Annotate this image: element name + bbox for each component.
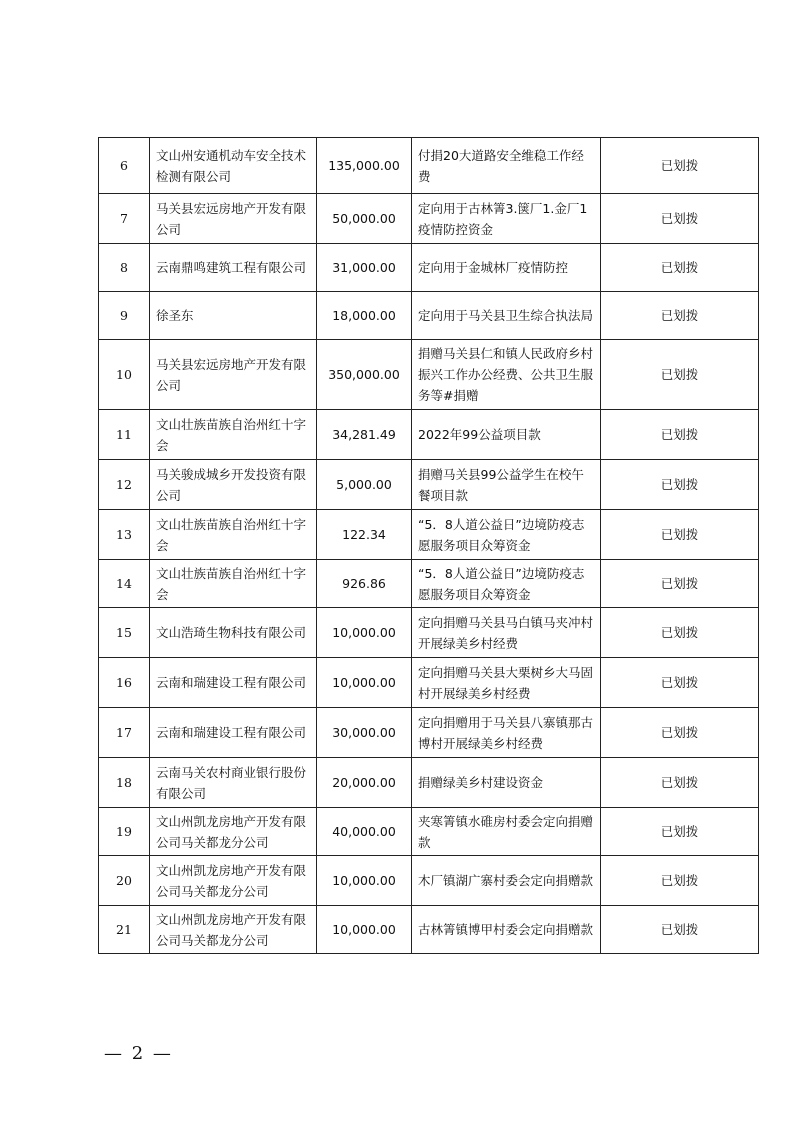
table-row (99, 658, 759, 708)
donor-name: 云南和瑞建设工程有限公司 (150, 708, 317, 758)
row-number: 14 (99, 560, 150, 608)
donation-amount: 350,000.00 (317, 340, 412, 410)
donation-table-body (99, 138, 759, 954)
donation-purpose: 定向捐赠用于马关县八寨镇那古博村开展绿美乡村经费 (412, 708, 601, 758)
row-number: 9 (99, 292, 150, 340)
row-number: 16 (99, 658, 150, 708)
donation-purpose: 定向用于马关县卫生综合执法局 (412, 292, 601, 340)
table-row (99, 460, 759, 510)
table-row (99, 608, 759, 658)
row-number: 15 (99, 608, 150, 658)
table-row (99, 244, 759, 292)
donor-name: 文山浩琦生物科技有限公司 (150, 608, 317, 658)
donation-table (98, 137, 759, 954)
allocation-status: 已划拨 (601, 410, 759, 460)
row-number: 20 (99, 856, 150, 906)
donation-purpose: 付捐20大道路安全维稳工作经费 (412, 138, 601, 194)
row-number: 7 (99, 194, 150, 244)
table-row (99, 808, 759, 856)
row-number: 8 (99, 244, 150, 292)
page-number: — 2 — (104, 1043, 173, 1064)
table-row (99, 292, 759, 340)
donation-amount: 926.86 (317, 560, 412, 608)
donor-name: 文山壮族苗族自治州红十字会 (150, 560, 317, 608)
row-number: 12 (99, 460, 150, 510)
donor-name: 文山州凯龙房地产开发有限公司马关都龙分公司 (150, 906, 317, 954)
donor-name: 文山壮族苗族自治州红十字会 (150, 510, 317, 560)
allocation-status: 已划拨 (601, 510, 759, 560)
donation-amount: 10,000.00 (317, 856, 412, 906)
table-row (99, 340, 759, 410)
donation-amount: 10,000.00 (317, 906, 412, 954)
donation-purpose: 定向用于古林箐3.箧厂1.金厂1疫情防控资金 (412, 194, 601, 244)
allocation-status: 已划拨 (601, 460, 759, 510)
table-row (99, 194, 759, 244)
allocation-status: 已划拨 (601, 658, 759, 708)
allocation-status: 已划拨 (601, 194, 759, 244)
donation-amount: 20,000.00 (317, 758, 412, 808)
table-row (99, 758, 759, 808)
donation-purpose: 2022年99公益项目款 (412, 410, 601, 460)
row-number: 10 (99, 340, 150, 410)
allocation-status: 已划拨 (601, 608, 759, 658)
donation-purpose: 木厂镇湖广寨村委会定向捐赠款 (412, 856, 601, 906)
row-number: 6 (99, 138, 150, 194)
row-number: 21 (99, 906, 150, 954)
donor-name: 文山州凯龙房地产开发有限公司马关都龙分公司 (150, 856, 317, 906)
donation-amount: 122.34 (317, 510, 412, 560)
table-row (99, 510, 759, 560)
donation-purpose: 捐赠绿美乡村建设资金 (412, 758, 601, 808)
donation-amount: 50,000.00 (317, 194, 412, 244)
donation-amount: 31,000.00 (317, 244, 412, 292)
allocation-status: 已划拨 (601, 758, 759, 808)
donor-name: 文山州凯龙房地产开发有限公司马关都龙分公司 (150, 808, 317, 856)
row-number: 18 (99, 758, 150, 808)
donation-amount: 5,000.00 (317, 460, 412, 510)
donor-name: 徐圣东 (150, 292, 317, 340)
allocation-status: 已划拨 (601, 856, 759, 906)
table-row (99, 138, 759, 194)
donation-amount: 10,000.00 (317, 658, 412, 708)
table-row (99, 410, 759, 460)
allocation-status: 已划拨 (601, 560, 759, 608)
row-number: 17 (99, 708, 150, 758)
donation-purpose: “5．8人道公益日”边境防疫志愿服务项目众筹资金 (412, 510, 601, 560)
donor-name: 马关县宏远房地产开发有限公司 (150, 194, 317, 244)
donor-name: 文山壮族苗族自治州红十字会 (150, 410, 317, 460)
donor-name: 马关县宏远房地产开发有限公司 (150, 340, 317, 410)
donation-purpose: 定向捐赠马关县马白镇马夹冲村开展绿美乡村经费 (412, 608, 601, 658)
donation-purpose: 捐赠马关县仁和镇人民政府乡村振兴工作办公经费、公共卫生服务等#捐赠 (412, 340, 601, 410)
row-number: 11 (99, 410, 150, 460)
donation-amount: 40,000.00 (317, 808, 412, 856)
row-number: 19 (99, 808, 150, 856)
allocation-status: 已划拨 (601, 808, 759, 856)
donation-purpose: 定向捐赠马关县大栗树乡大马固村开展绿美乡村经费 (412, 658, 601, 708)
table-row (99, 856, 759, 906)
donation-amount: 10,000.00 (317, 608, 412, 658)
donation-purpose: 捐赠马关县99公益学生在校午餐项目款 (412, 460, 601, 510)
donor-name: 马关骏成城乡开发投资有限公司 (150, 460, 317, 510)
donor-name: 文山州安通机动车安全技术检测有限公司 (150, 138, 317, 194)
donation-purpose: “5．8人道公益日”边境防疫志愿服务项目众筹资金 (412, 560, 601, 608)
donation-amount: 18,000.00 (317, 292, 412, 340)
donation-purpose: 古林箐镇博甲村委会定向捐赠款 (412, 906, 601, 954)
allocation-status: 已划拨 (601, 906, 759, 954)
allocation-status: 已划拨 (601, 292, 759, 340)
allocation-status: 已划拨 (601, 340, 759, 410)
allocation-status: 已划拨 (601, 244, 759, 292)
donation-amount: 135,000.00 (317, 138, 412, 194)
donor-name: 云南马关农村商业银行股份有限公司 (150, 758, 317, 808)
allocation-status: 已划拨 (601, 138, 759, 194)
donor-name: 云南鼎鸣建筑工程有限公司 (150, 244, 317, 292)
donation-purpose: 夹寒箐镇水碓房村委会定向捐赠款 (412, 808, 601, 856)
donation-purpose: 定向用于金城林厂疫情防控 (412, 244, 601, 292)
donation-amount: 34,281.49 (317, 410, 412, 460)
donor-name: 云南和瑞建设工程有限公司 (150, 658, 317, 708)
table-row (99, 708, 759, 758)
table-row (99, 906, 759, 954)
table-row (99, 560, 759, 608)
donation-amount: 30,000.00 (317, 708, 412, 758)
allocation-status: 已划拨 (601, 708, 759, 758)
row-number: 13 (99, 510, 150, 560)
